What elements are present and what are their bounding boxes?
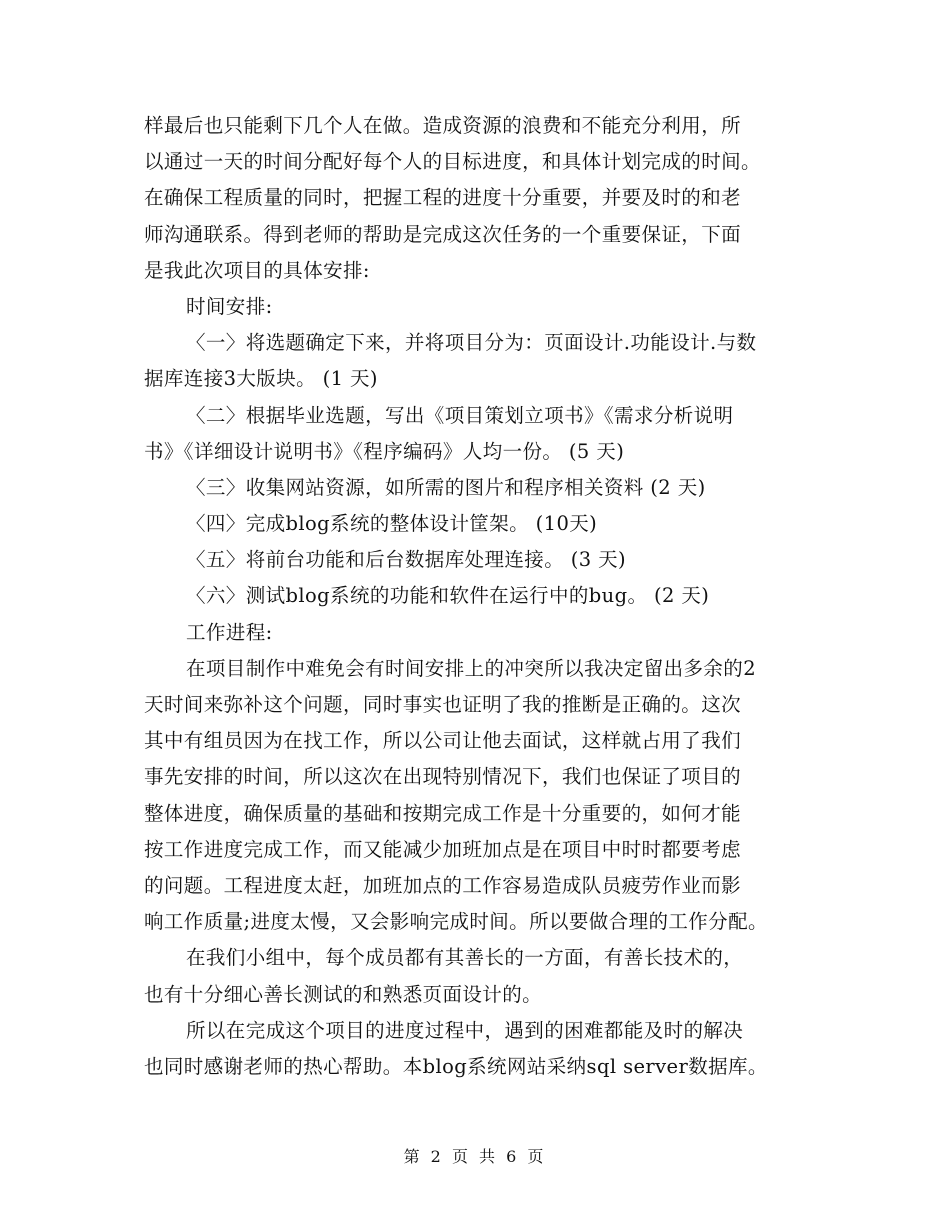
text-line: 〈二〉根据毕业选题，写出《项目策划立项书》《需求分析说明 xyxy=(186,403,734,427)
section-heading: 工作进程: xyxy=(186,620,273,644)
body-text xyxy=(144,108,834,1085)
text-line: 整体进度，确保质量的基础和按期完成工作是十分重要的，如何才能 xyxy=(144,801,742,825)
text-line: 也有十分细心善长测试的和熟悉页面设计的。 xyxy=(144,982,543,1006)
text-line: 是我此次项目的具体安排: xyxy=(144,258,370,282)
text-line: 〈一〉将选题确定下来，并将项目分为：页面设计.功能设计.与数 xyxy=(186,331,757,355)
text-line: 〈三〉收集网站资源，如所需的图片和程序相关资料 (2 天) xyxy=(186,475,706,499)
text-line: 〈六〉测试blog系统的功能和软件在运行中的bug。 (2 天) xyxy=(186,584,710,608)
text-line: 师沟通联系。得到老师的帮助是完成这次任务的一个重要保证，下面 xyxy=(144,222,742,246)
text-line: 的问题。工程进度太赶，加班加点的工作容易造成队员疲劳作业而影 xyxy=(144,873,742,897)
text-line: 据库连接3大版块。 (1 天) xyxy=(144,367,378,391)
text-line: 书》《详细设计说明书》《程序编码》人均一份。 (5 天) xyxy=(144,439,625,463)
text-line: 其中有组员因为在找工作，所以公司让他去面试，这样就占用了我们 xyxy=(144,729,742,753)
text-line: 所以在完成这个项目的进度过程中，遇到的困难都能及时的解决 xyxy=(186,1018,744,1042)
text-line: 天时间来弥补这个问题，同时事实也证明了我的推断是正确的。这次 xyxy=(144,693,742,716)
text-line: 〈四〉完成blog系统的整体设计筐架。 (10天) xyxy=(186,512,598,536)
page-number-footer: 第 2 页 共 6 页 xyxy=(403,1147,547,1166)
text-line: 在确保工程质量的同时，把握工程的进度十分重要，并要及时的和老 xyxy=(144,186,742,210)
text-line: 在项目制作中难免会有时间安排上的冲突所以我决定留出多余的2 xyxy=(186,656,757,680)
text-line: 事先安排的时间，所以这次在出现特别情况下，我们也保证了项目的 xyxy=(144,765,742,789)
text-line: 以通过一天的时间分配好每个人的目标进度，和具体计划完成的时间。 xyxy=(144,150,761,174)
text-line: 按工作进度完成工作，而又能减少加班加点是在项目中时时都要考虑 xyxy=(144,837,742,861)
text-line: 〈五〉将前台功能和后台数据库处理连接。 (3 天) xyxy=(186,548,627,572)
text-line: 在我们小组中，每个成员都有其善长的一方面，有善长技术的， xyxy=(186,946,744,970)
text-line: 样最后也只能剩下几个人在做。造成资源的浪费和不能充分利用，所 xyxy=(144,114,742,137)
text-line: 响工作质量;进度太慢，又会影响完成时间。所以要做合理的工作分配。 xyxy=(144,910,768,934)
text-line: 也同时感谢老师的热心帮助。本blog系统网站采纳sql server数据库。 xyxy=(144,1054,768,1078)
section-heading: 时间安排: xyxy=(186,294,273,318)
